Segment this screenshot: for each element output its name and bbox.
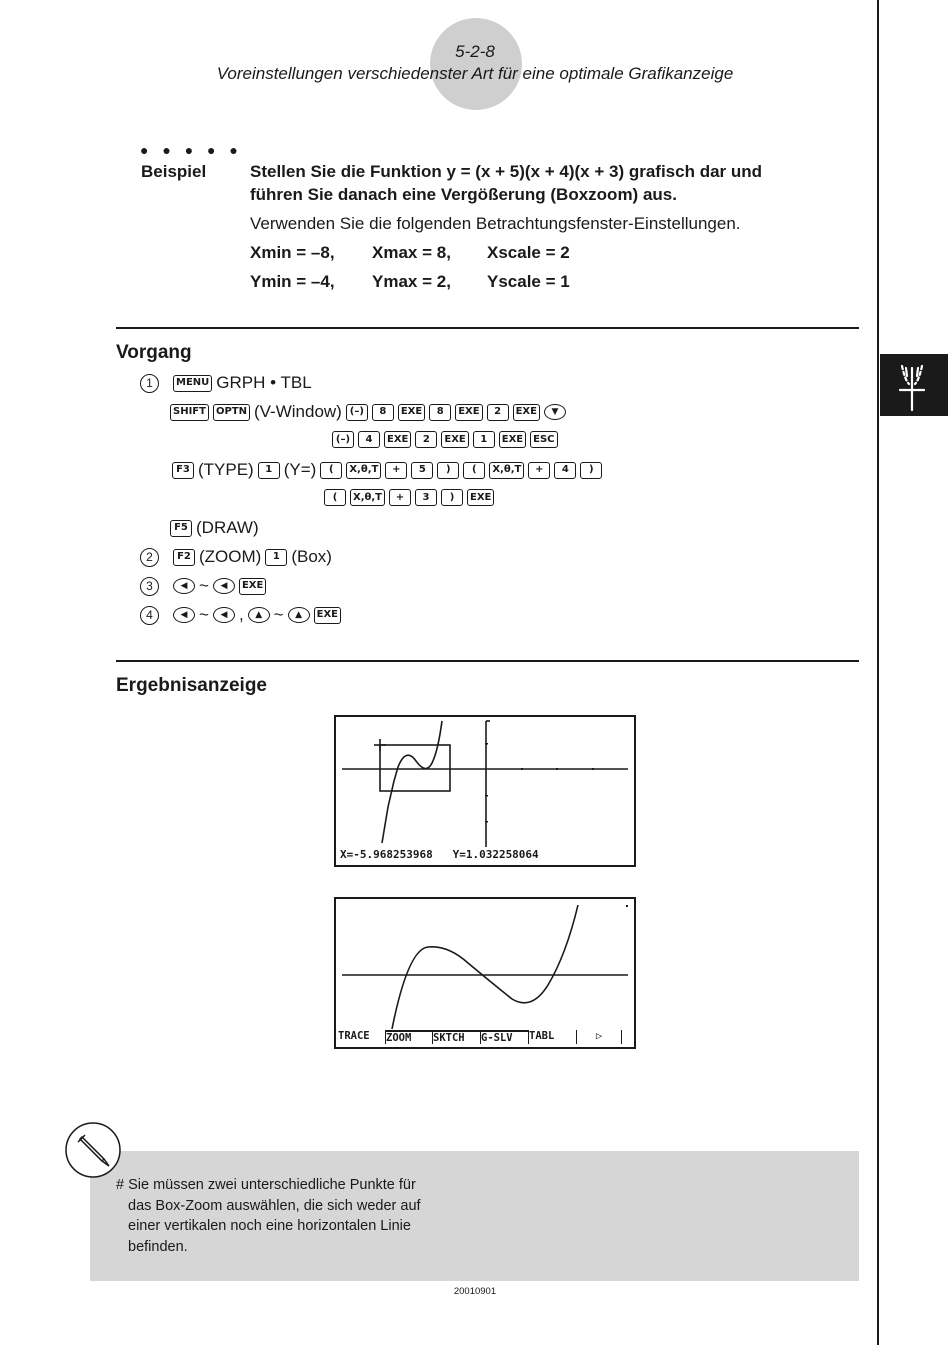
example-dots: ● ● ● ● ● bbox=[140, 142, 243, 158]
note-line: einer vertikalen noch eine horizontalen Linie bbox=[128, 1218, 411, 1234]
results-title: Ergebnisanzeige bbox=[116, 675, 267, 696]
up-cursor-key: ▲ bbox=[288, 607, 310, 623]
xscale-value: Xscale = 2 bbox=[487, 243, 570, 262]
rparen-key: ) bbox=[437, 462, 459, 479]
box-text: (Box) bbox=[291, 547, 332, 566]
note-line: befinden. bbox=[128, 1238, 188, 1255]
section-divider bbox=[116, 327, 859, 329]
window-intro: Verwenden Sie die folgenden Betrachtungsfenster-Einstellungen. bbox=[250, 214, 741, 233]
procedure-title: Vorgang bbox=[116, 342, 192, 363]
xtheta-key: X,θ,T bbox=[346, 462, 381, 479]
gsolve-menu-item[interactable]: G-SLV bbox=[481, 1030, 529, 1044]
f5-key: F5 bbox=[170, 520, 192, 537]
example-label: Beispiel bbox=[141, 162, 207, 181]
xtheta-key: X,θ,T bbox=[350, 489, 385, 506]
xmax-value: Xmax = 8, bbox=[372, 243, 451, 262]
footer-date: 20010901 bbox=[453, 1286, 497, 1297]
zoom-text: (ZOOM) bbox=[199, 547, 262, 566]
calculator-screen-1 bbox=[334, 715, 636, 867]
down-cursor-key: ▼ bbox=[544, 404, 566, 420]
step-4-row bbox=[140, 605, 341, 625]
digit-4-key: 4 bbox=[554, 462, 576, 479]
table-menu-item[interactable]: TABL bbox=[529, 1030, 577, 1044]
optn-key: OPTN bbox=[213, 404, 250, 421]
ymax-value: Ymax = 2, bbox=[372, 272, 451, 291]
right-margin-rule bbox=[877, 0, 879, 1345]
digit-2-key: 2 bbox=[415, 431, 437, 448]
type-text: (TYPE) bbox=[198, 460, 254, 479]
yscale-value: Yscale = 1 bbox=[487, 272, 570, 291]
plus-key: + bbox=[385, 462, 407, 479]
xmin-value: Xmin = –8, bbox=[250, 243, 335, 262]
section-divider bbox=[116, 660, 859, 662]
calculator-screen-2 bbox=[334, 897, 636, 1049]
plus-key: + bbox=[389, 489, 411, 506]
graph-box-selection bbox=[336, 717, 634, 865]
step-number: 1 bbox=[140, 374, 159, 393]
exe-key: EXE bbox=[314, 607, 341, 624]
neg-key: (–) bbox=[346, 404, 368, 421]
lparen-key: ( bbox=[320, 462, 342, 479]
step-1-row-3 bbox=[332, 431, 558, 448]
left-cursor-key: ◀ bbox=[213, 578, 235, 594]
tilde-text: ~ bbox=[199, 605, 209, 624]
graph-chapter-icon bbox=[880, 354, 948, 416]
menu-key: MENU bbox=[173, 375, 212, 392]
left-cursor-key: ◀ bbox=[173, 578, 195, 594]
trace-menu-item[interactable]: TRACE bbox=[338, 1030, 386, 1044]
ymin-value: Ymin = –4, bbox=[250, 272, 335, 291]
esc-key: ESC bbox=[530, 431, 557, 448]
lparen-key: ( bbox=[324, 489, 346, 506]
zoomed-graph bbox=[336, 899, 634, 1029]
pencil-icon bbox=[64, 1121, 122, 1184]
sketch-menu-item[interactable]: SKTCH bbox=[433, 1030, 481, 1044]
exe-key: EXE bbox=[455, 404, 482, 421]
y-eq-text: (Y=) bbox=[283, 460, 317, 479]
lparen-key: ( bbox=[463, 462, 485, 479]
step-3-row bbox=[140, 576, 266, 596]
digit-1-key: 1 bbox=[265, 549, 287, 566]
comma-text: , bbox=[238, 605, 244, 624]
note-line: das Box-Zoom auswählen, die sich weder auf bbox=[128, 1197, 421, 1214]
chapter-tab bbox=[880, 354, 948, 416]
page-number: 5-2-8 bbox=[455, 42, 495, 61]
exe-key: EXE bbox=[398, 404, 425, 421]
step-2-row bbox=[140, 547, 332, 567]
shift-key: SHIFT bbox=[170, 404, 209, 421]
step-1-row-2 bbox=[170, 402, 566, 422]
next-menu-item[interactable]: ▷ bbox=[577, 1030, 622, 1044]
xtheta-key: X,θ,T bbox=[489, 462, 524, 479]
function-menu-bar bbox=[338, 1030, 622, 1044]
f3-key: F3 bbox=[172, 462, 194, 479]
note-text bbox=[116, 1175, 421, 1257]
digit-8-key: 8 bbox=[372, 404, 394, 421]
step-1-row-4 bbox=[172, 460, 602, 480]
digit-5-key: 5 bbox=[411, 462, 433, 479]
digit-4-key: 4 bbox=[358, 431, 380, 448]
example-task-line1: Stellen Sie die Funktion y = (x + 5)(x + 4)(x + 3) grafisch dar und bbox=[250, 162, 763, 181]
rparen-key: ) bbox=[441, 489, 463, 506]
tilde-text: ~ bbox=[273, 605, 284, 624]
v-window-text: (V-Window) bbox=[253, 402, 342, 421]
digit-3-key: 3 bbox=[415, 489, 437, 506]
exe-key: EXE bbox=[467, 489, 494, 506]
up-cursor-key: ▲ bbox=[248, 607, 270, 623]
plus-key: + bbox=[528, 462, 550, 479]
step-number: 3 bbox=[140, 577, 159, 596]
page-subtitle: Voreinstellungen verschiedenster Art für eine optimale Grafikanzeige bbox=[216, 64, 734, 83]
left-cursor-key: ◀ bbox=[213, 607, 235, 623]
step-1-row-6 bbox=[170, 518, 259, 538]
note-line: # Sie müssen zwei unterschiedliche Punkte für bbox=[116, 1177, 416, 1193]
tilde-text: ~ bbox=[199, 576, 209, 595]
rparen-key: ) bbox=[580, 462, 602, 479]
step-number: 2 bbox=[140, 548, 159, 567]
step-1-row-5 bbox=[324, 489, 494, 506]
digit-1-key: 1 bbox=[258, 462, 280, 479]
example-task-line2: führen Sie danach eine Vergößerung (Boxzoom) aus. bbox=[250, 185, 677, 204]
f2-key: F2 bbox=[173, 549, 195, 566]
digit-2-key: 2 bbox=[487, 404, 509, 421]
left-cursor-key: ◀ bbox=[173, 607, 195, 623]
digit-8-key: 8 bbox=[429, 404, 451, 421]
exe-key: EXE bbox=[513, 404, 540, 421]
coordinate-readout: X=-5.968253968 Y=1.032258064 bbox=[340, 848, 539, 861]
exe-key: EXE bbox=[239, 578, 266, 595]
exe-key: EXE bbox=[384, 431, 411, 448]
exe-key: EXE bbox=[441, 431, 468, 448]
step-number: 4 bbox=[140, 606, 159, 625]
draw-text: (DRAW) bbox=[196, 518, 259, 537]
grph-tbl-text: GRPH • TBL bbox=[216, 373, 312, 392]
step-1-row-1 bbox=[140, 373, 312, 393]
digit-1-key: 1 bbox=[473, 431, 495, 448]
exe-key: EXE bbox=[499, 431, 526, 448]
neg-key: (–) bbox=[332, 431, 354, 448]
zoom-menu-item[interactable]: ZOOM bbox=[386, 1030, 433, 1044]
